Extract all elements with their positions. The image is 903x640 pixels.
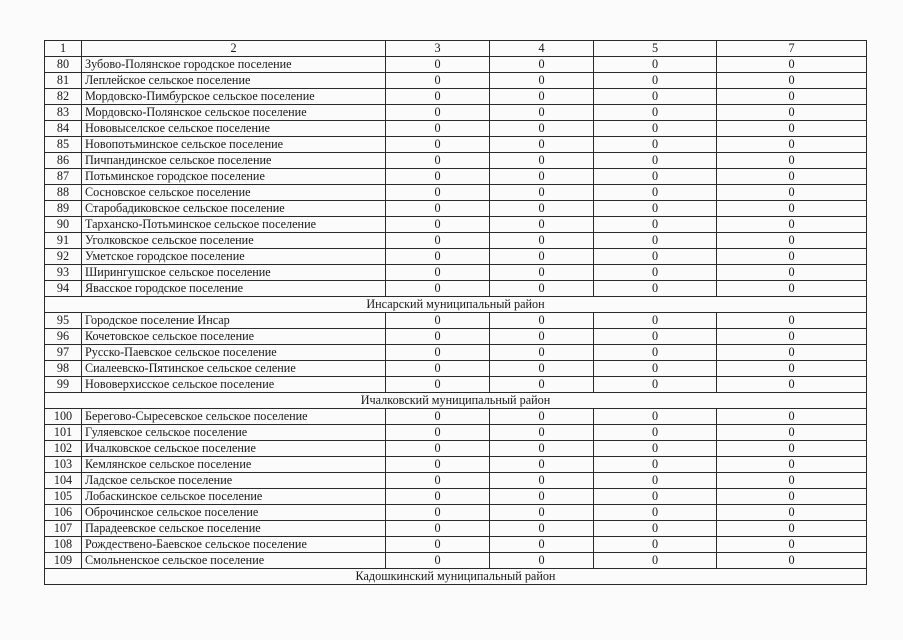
value-cell-col-7: 0	[717, 441, 867, 457]
settlement-name: Зубово-Полянское городское поселение	[82, 57, 386, 73]
settlement-name: Мордовско-Пимбурское сельское поселение	[82, 89, 386, 105]
value-cell-col-5: 0	[594, 217, 717, 233]
settlement-name: Рождествено-Баевское сельское поселение	[82, 537, 386, 553]
value-cell-col-3: 0	[386, 185, 490, 201]
value-cell-col-4: 0	[490, 73, 594, 89]
value-cell-col-7: 0	[717, 89, 867, 105]
settlement-name: Нововыселское сельское поселение	[82, 121, 386, 137]
table-row	[45, 121, 867, 137]
value-cell-col-3: 0	[386, 73, 490, 89]
value-cell-col-5: 0	[594, 73, 717, 89]
row-number: 92	[45, 249, 82, 265]
settlement-name: Русско-Паевское сельское поселение	[82, 345, 386, 361]
value-cell-col-7: 0	[717, 233, 867, 249]
value-cell-col-3: 0	[386, 313, 490, 329]
row-number: 83	[45, 105, 82, 121]
value-cell-col-4: 0	[490, 169, 594, 185]
settlement-name: Парадеевское сельское поселение	[82, 521, 386, 537]
row-number: 108	[45, 537, 82, 553]
section-header-row	[45, 569, 867, 585]
row-number: 82	[45, 89, 82, 105]
settlement-name: Сосновское сельское поселение	[82, 185, 386, 201]
table-row	[45, 217, 867, 233]
value-cell-col-4: 0	[490, 233, 594, 249]
value-cell-col-3: 0	[386, 521, 490, 537]
table-row	[45, 521, 867, 537]
settlement-name: Леплейское сельское поселение	[82, 73, 386, 89]
settlement-name: Пичпандинское сельское поселение	[82, 153, 386, 169]
value-cell-col-5: 0	[594, 505, 717, 521]
value-cell-col-7: 0	[717, 73, 867, 89]
settlement-name: Оброчинское сельское поселение	[82, 505, 386, 521]
value-cell-col-4: 0	[490, 217, 594, 233]
value-cell-col-3: 0	[386, 457, 490, 473]
settlement-name: Кемлянское сельское поселение	[82, 457, 386, 473]
table-row	[45, 441, 867, 457]
settlement-name: Мордовско-Полянское сельское поселение	[82, 105, 386, 121]
value-cell-col-3: 0	[386, 169, 490, 185]
value-cell-col-3: 0	[386, 489, 490, 505]
settlement-name: Нововерхисское сельское поселение	[82, 377, 386, 393]
settlement-name: Новопотьминское сельское поселение	[82, 137, 386, 153]
value-cell-col-5: 0	[594, 345, 717, 361]
table-row	[45, 313, 867, 329]
data-table	[44, 40, 867, 585]
value-cell-col-4: 0	[490, 457, 594, 473]
row-number: 86	[45, 153, 82, 169]
table-row	[45, 57, 867, 73]
table-row	[45, 105, 867, 121]
header-cell-col-1: 1	[45, 41, 82, 57]
value-cell-col-7: 0	[717, 313, 867, 329]
value-cell-col-7: 0	[717, 217, 867, 233]
value-cell-col-5: 0	[594, 105, 717, 121]
value-cell-col-7: 0	[717, 153, 867, 169]
value-cell-col-7: 0	[717, 489, 867, 505]
value-cell-col-5: 0	[594, 89, 717, 105]
row-number: 100	[45, 409, 82, 425]
table-row	[45, 169, 867, 185]
settlement-name: Уметское городское поселение	[82, 249, 386, 265]
row-number: 105	[45, 489, 82, 505]
value-cell-col-5: 0	[594, 377, 717, 393]
value-cell-col-5: 0	[594, 201, 717, 217]
table-row	[45, 505, 867, 521]
value-cell-col-4: 0	[490, 361, 594, 377]
value-cell-col-5: 0	[594, 425, 717, 441]
header-cell-col-2: 2	[82, 41, 386, 57]
table-row	[45, 329, 867, 345]
row-number: 88	[45, 185, 82, 201]
value-cell-col-4: 0	[490, 409, 594, 425]
value-cell-col-3: 0	[386, 409, 490, 425]
table-row	[45, 249, 867, 265]
value-cell-col-3: 0	[386, 233, 490, 249]
header-cell-col-5: 5	[594, 41, 717, 57]
settlement-name: Городское поселение Инсар	[82, 313, 386, 329]
settlement-name: Кочетовское сельское поселение	[82, 329, 386, 345]
value-cell-col-3: 0	[386, 537, 490, 553]
table-body	[45, 41, 867, 585]
settlement-name: Явасское городское поселение	[82, 281, 386, 297]
value-cell-col-5: 0	[594, 313, 717, 329]
value-cell-col-5: 0	[594, 457, 717, 473]
value-cell-col-5: 0	[594, 409, 717, 425]
table-row	[45, 537, 867, 553]
settlement-name: Уголковское сельское поселение	[82, 233, 386, 249]
value-cell-col-4: 0	[490, 57, 594, 73]
value-cell-col-4: 0	[490, 441, 594, 457]
table-row	[45, 377, 867, 393]
value-cell-col-4: 0	[490, 473, 594, 489]
value-cell-col-7: 0	[717, 281, 867, 297]
value-cell-col-5: 0	[594, 553, 717, 569]
row-number: 107	[45, 521, 82, 537]
value-cell-col-3: 0	[386, 505, 490, 521]
value-cell-col-4: 0	[490, 281, 594, 297]
value-cell-col-5: 0	[594, 329, 717, 345]
value-cell-col-4: 0	[490, 425, 594, 441]
value-cell-col-5: 0	[594, 121, 717, 137]
value-cell-col-3: 0	[386, 441, 490, 457]
value-cell-col-3: 0	[386, 425, 490, 441]
table-row	[45, 473, 867, 489]
table-row	[45, 489, 867, 505]
table-row	[45, 457, 867, 473]
value-cell-col-7: 0	[717, 137, 867, 153]
value-cell-col-7: 0	[717, 329, 867, 345]
district-name: Ичалковский муниципальный район	[45, 393, 867, 409]
table-row	[45, 553, 867, 569]
value-cell-col-4: 0	[490, 313, 594, 329]
row-number: 103	[45, 457, 82, 473]
header-cell-col-3: 3	[386, 41, 490, 57]
value-cell-col-4: 0	[490, 329, 594, 345]
value-cell-col-3: 0	[386, 57, 490, 73]
value-cell-col-4: 0	[490, 201, 594, 217]
value-cell-col-3: 0	[386, 105, 490, 121]
settlement-name: Смольненское сельское поселение	[82, 553, 386, 569]
value-cell-col-7: 0	[717, 553, 867, 569]
value-cell-col-5: 0	[594, 137, 717, 153]
value-cell-col-4: 0	[490, 345, 594, 361]
value-cell-col-3: 0	[386, 345, 490, 361]
value-cell-col-7: 0	[717, 361, 867, 377]
value-cell-col-3: 0	[386, 121, 490, 137]
value-cell-col-7: 0	[717, 409, 867, 425]
row-number: 104	[45, 473, 82, 489]
row-number: 81	[45, 73, 82, 89]
table-row	[45, 73, 867, 89]
value-cell-col-3: 0	[386, 281, 490, 297]
value-cell-col-3: 0	[386, 265, 490, 281]
row-number: 84	[45, 121, 82, 137]
table-row	[45, 409, 867, 425]
row-number: 89	[45, 201, 82, 217]
settlement-name: Ширингушское сельское поселение	[82, 265, 386, 281]
row-number: 101	[45, 425, 82, 441]
settlement-name: Сиалеевско-Пятинское сельское селение	[82, 361, 386, 377]
value-cell-col-4: 0	[490, 249, 594, 265]
value-cell-col-7: 0	[717, 249, 867, 265]
value-cell-col-5: 0	[594, 57, 717, 73]
row-number: 98	[45, 361, 82, 377]
settlement-name: Ладское сельское поселение	[82, 473, 386, 489]
row-number: 85	[45, 137, 82, 153]
value-cell-col-7: 0	[717, 377, 867, 393]
value-cell-col-4: 0	[490, 185, 594, 201]
district-name: Инсарский муниципальный район	[45, 297, 867, 313]
value-cell-col-5: 0	[594, 185, 717, 201]
value-cell-col-7: 0	[717, 521, 867, 537]
value-cell-col-4: 0	[490, 153, 594, 169]
value-cell-col-3: 0	[386, 473, 490, 489]
value-cell-col-7: 0	[717, 457, 867, 473]
value-cell-col-5: 0	[594, 441, 717, 457]
value-cell-col-7: 0	[717, 105, 867, 121]
row-number: 109	[45, 553, 82, 569]
value-cell-col-5: 0	[594, 361, 717, 377]
value-cell-col-5: 0	[594, 265, 717, 281]
value-cell-col-3: 0	[386, 137, 490, 153]
row-number: 99	[45, 377, 82, 393]
row-number: 90	[45, 217, 82, 233]
value-cell-col-3: 0	[386, 361, 490, 377]
value-cell-col-4: 0	[490, 521, 594, 537]
table-row	[45, 137, 867, 153]
row-number: 96	[45, 329, 82, 345]
value-cell-col-3: 0	[386, 153, 490, 169]
section-header-row	[45, 393, 867, 409]
value-cell-col-5: 0	[594, 489, 717, 505]
value-cell-col-7: 0	[717, 185, 867, 201]
table-row	[45, 89, 867, 105]
value-cell-col-7: 0	[717, 57, 867, 73]
settlement-name: Лобаскинское сельское поселение	[82, 489, 386, 505]
table-row	[45, 153, 867, 169]
value-cell-col-7: 0	[717, 169, 867, 185]
header-cell-col-7: 7	[717, 41, 867, 57]
value-cell-col-7: 0	[717, 425, 867, 441]
table-row	[45, 201, 867, 217]
value-cell-col-3: 0	[386, 217, 490, 233]
row-number: 80	[45, 57, 82, 73]
district-name: Кадошкинский муниципальный район	[45, 569, 867, 585]
value-cell-col-7: 0	[717, 345, 867, 361]
value-cell-col-5: 0	[594, 249, 717, 265]
value-cell-col-3: 0	[386, 553, 490, 569]
row-number: 106	[45, 505, 82, 521]
value-cell-col-3: 0	[386, 329, 490, 345]
table-row	[45, 233, 867, 249]
header-cell-col-4: 4	[490, 41, 594, 57]
value-cell-col-4: 0	[490, 537, 594, 553]
table-row	[45, 345, 867, 361]
value-cell-col-7: 0	[717, 201, 867, 217]
value-cell-col-5: 0	[594, 169, 717, 185]
value-cell-col-7: 0	[717, 537, 867, 553]
value-cell-col-3: 0	[386, 377, 490, 393]
value-cell-col-4: 0	[490, 553, 594, 569]
row-number: 91	[45, 233, 82, 249]
value-cell-col-7: 0	[717, 121, 867, 137]
row-number: 93	[45, 265, 82, 281]
settlement-name: Гуляевское сельское поселение	[82, 425, 386, 441]
value-cell-col-4: 0	[490, 89, 594, 105]
row-number: 95	[45, 313, 82, 329]
value-cell-col-3: 0	[386, 89, 490, 105]
value-cell-col-4: 0	[490, 105, 594, 121]
table-row	[45, 265, 867, 281]
value-cell-col-4: 0	[490, 377, 594, 393]
value-cell-col-3: 0	[386, 249, 490, 265]
table-row	[45, 425, 867, 441]
value-cell-col-4: 0	[490, 121, 594, 137]
value-cell-col-7: 0	[717, 473, 867, 489]
value-cell-col-4: 0	[490, 265, 594, 281]
section-header-row	[45, 297, 867, 313]
value-cell-col-5: 0	[594, 281, 717, 297]
table-row	[45, 281, 867, 297]
value-cell-col-5: 0	[594, 153, 717, 169]
table-row	[45, 361, 867, 377]
value-cell-col-5: 0	[594, 473, 717, 489]
settlement-name: Берегово-Сыресевское сельское поселение	[82, 409, 386, 425]
value-cell-col-5: 0	[594, 537, 717, 553]
value-cell-col-4: 0	[490, 137, 594, 153]
settlement-name: Тарханско-Потьминское сельское поселение	[82, 217, 386, 233]
row-number: 97	[45, 345, 82, 361]
value-cell-col-5: 0	[594, 521, 717, 537]
table-row	[45, 185, 867, 201]
header-row	[45, 41, 867, 57]
value-cell-col-7: 0	[717, 265, 867, 281]
settlement-name: Ичалковское сельское поселение	[82, 441, 386, 457]
settlement-name: Потьминское городское поселение	[82, 169, 386, 185]
value-cell-col-5: 0	[594, 233, 717, 249]
settlement-name: Старобадиковское сельское поселение	[82, 201, 386, 217]
row-number: 102	[45, 441, 82, 457]
row-number: 94	[45, 281, 82, 297]
value-cell-col-7: 0	[717, 505, 867, 521]
value-cell-col-3: 0	[386, 201, 490, 217]
value-cell-col-4: 0	[490, 489, 594, 505]
row-number: 87	[45, 169, 82, 185]
value-cell-col-4: 0	[490, 505, 594, 521]
